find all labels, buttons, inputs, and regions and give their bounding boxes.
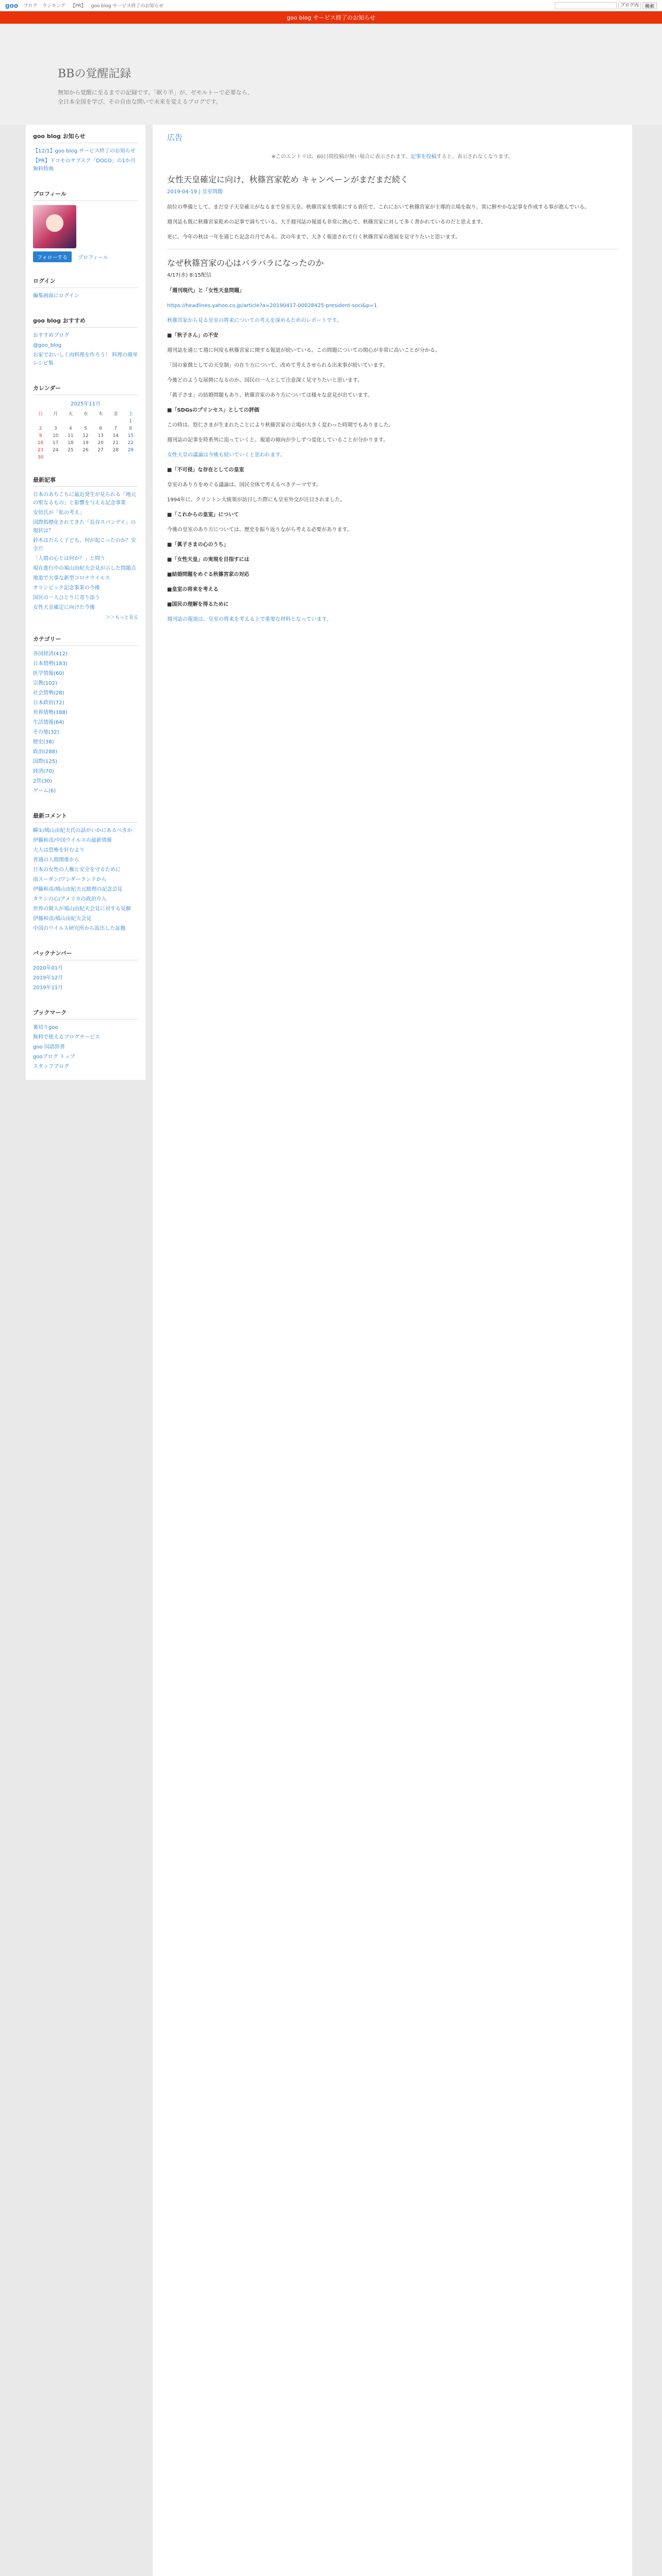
notice-item[interactable]: 【PR】ドコモのサブスク「DOCO」の1か月無料特典 xyxy=(33,158,136,172)
entry-title[interactable]: なぜ秋篠宮家の心はバラバラになったのか xyxy=(167,258,324,268)
calendar-day: 4 xyxy=(69,426,72,431)
recommend-item[interactable]: @goo_blog xyxy=(33,343,62,348)
widget-title: goo blog お知らせ xyxy=(33,132,138,143)
calendar-day: 13 xyxy=(97,433,104,438)
widget-calendar xyxy=(33,377,138,468)
top-nav-link[interactable]: 【PR】 xyxy=(70,4,86,9)
widget-title: カレンダー xyxy=(33,384,138,395)
entry-highlight: 女性天皇の議論は今後も続いていくと思われます。 xyxy=(167,452,286,458)
calendar-weekday: 火 xyxy=(68,412,73,417)
recent-entry-link[interactable]: 日本のあちこちに最近発生が見られる「地元の聖なるもの」と影響を与える記念事業 xyxy=(33,492,136,506)
calendar-day: 20 xyxy=(97,440,104,446)
calendar-day: 3 xyxy=(54,426,57,431)
calendar-week xyxy=(33,454,138,461)
entry-paragraph: ■国民の理解を得るために xyxy=(167,602,229,607)
recent-entry-link[interactable]: 「人間の心とは何か？」と問う xyxy=(33,556,105,562)
calendar-week xyxy=(33,425,138,432)
calendar-day: 22 xyxy=(127,440,134,446)
blog-description xyxy=(58,88,662,107)
calendar-day xyxy=(108,418,123,425)
category-link[interactable]: 社会情勢(28) xyxy=(33,690,64,696)
calendar-day: 18 xyxy=(68,440,74,446)
calendar-day: 23 xyxy=(37,448,44,453)
category-link[interactable]: 各国経済(412) xyxy=(33,651,68,657)
widget-title: バックナンバー xyxy=(33,949,138,960)
widget-recommend xyxy=(33,309,138,377)
notice-text: ※このエントリは、60日間投稿が無い場合に表示されます。 xyxy=(271,154,411,160)
calendar-day xyxy=(93,454,108,461)
calendar-day xyxy=(63,418,78,425)
recommend-item[interactable]: お家でおいしく肉料理を作ろう！ 料理の簡単レシピ集 xyxy=(33,352,138,366)
calendar-week xyxy=(33,432,138,439)
top-nav-links xyxy=(23,2,163,9)
entry-paragraph: 「眞子さま」の結婚問題もあり、秋篠宮家のあり方については様々な意見が出ています。 xyxy=(167,393,373,398)
source-link[interactable]: https://headlines.yahoo.co.jp/article?a=20190417-00028425-president-soci&p=1 xyxy=(167,303,377,309)
calendar-day: 6 xyxy=(99,426,102,431)
calendar-week xyxy=(33,439,138,447)
widget-title: カテゴリー xyxy=(33,635,138,646)
entry-date: 4/17(水) 8:15配信 xyxy=(167,273,211,278)
ad-label: 広告 xyxy=(167,133,183,142)
profile-link[interactable]: プロフィール xyxy=(77,255,108,261)
comment-link[interactable]: 世界の賢人が鳩山由紀夫会見に対する見解 xyxy=(33,906,131,912)
calendar-day xyxy=(93,418,108,425)
backnumber-link[interactable]: 2019年11月 xyxy=(33,985,63,991)
calendar-day: 2 xyxy=(39,426,42,431)
calendar-day: 28 xyxy=(112,448,119,453)
widget-login xyxy=(33,269,138,309)
recent-entry-link[interactable]: 安倍氏が「私の考え」 xyxy=(33,510,85,516)
entry-paragraph: ■「これからの皇室」について xyxy=(167,512,239,518)
widget-title: ブックマーク xyxy=(33,1008,138,1020)
widget-title: プロフィール xyxy=(33,190,138,201)
category-link[interactable]: 医学情報(60) xyxy=(33,671,64,676)
entry-body xyxy=(167,203,618,242)
widget-profile xyxy=(33,182,138,269)
calendar-day: 7 xyxy=(114,426,118,431)
entry-paragraph: 前位の準備として、まだ皇子天皇確立がなるまで皇室天皇、秋篠宮家を慎重にする責任で、これにおいて秋篠宮家が主導的立場を取り、常に鮮やかな記事を作成する事が進んでいる。 xyxy=(167,205,590,210)
category-link[interactable]: 宗教(102) xyxy=(33,681,57,686)
goo-logo[interactable]: goo xyxy=(5,2,19,9)
notice-item[interactable]: 【12/1】goo blog サービス終了のお知らせ xyxy=(33,148,136,154)
recent-entry-link[interactable]: 地道で大事な新型コロナウイルス xyxy=(33,575,110,581)
calendar-day: 30 xyxy=(37,455,44,460)
entry-source: 「週刊現代」と「女性天皇問題」 xyxy=(167,288,244,294)
entry-paragraph: 週刊誌の記事を時系列に追っていくと、報道の傾向が少しずつ変化していることが分かります。 xyxy=(167,437,389,443)
category-link[interactable]: 歴史(38) xyxy=(33,739,54,745)
calendar-weekday: 金 xyxy=(113,412,118,417)
entry-highlight: 週刊誌の報道は、皇室の将来を考える上で重要な材料となっています。 xyxy=(167,617,332,622)
calendar-day xyxy=(123,454,138,461)
calendar-day: 12 xyxy=(82,433,89,438)
bookmark-link[interactable]: gooブログ トップ xyxy=(33,1054,75,1060)
calendar-weekday: 木 xyxy=(98,412,103,417)
bookmark-link[interactable]: 裏切りgoo xyxy=(33,1025,58,1030)
calendar-day: 27 xyxy=(97,448,104,453)
entry-paragraph: ■「不可侵」な存在としての皇室 xyxy=(167,467,244,473)
backnumber-link[interactable]: 2020年01月 xyxy=(33,965,63,971)
avatar[interactable] xyxy=(33,205,76,248)
comment-link[interactable]: 瞬①/鳩山由紀夫氏の話がいかにあるべきか xyxy=(33,828,133,834)
calendar-day: 24 xyxy=(52,448,59,453)
calendar-day: 26 xyxy=(82,448,89,453)
calendar-week xyxy=(33,418,138,425)
comment-link[interactable]: 伊藤和彦/鳩山由紀夫会見 xyxy=(33,916,92,922)
recent-entry-link[interactable]: 現在進行中の鳩山由紀夫会見が示した問題点 xyxy=(33,566,136,571)
recent-more-link[interactable]: ＞＞もっと見る xyxy=(105,615,138,620)
comment-link[interactable]: 伊藤和彦/中国ウイルスの最新情報 xyxy=(33,838,112,843)
recent-entry-link[interactable]: 国民の一人ひとりに寄り添う xyxy=(33,595,100,601)
category-link[interactable]: その他(32) xyxy=(33,730,59,735)
widget-title: 最新記事 xyxy=(33,476,138,487)
category-link[interactable]: 政治(288) xyxy=(33,749,57,755)
recommend-item[interactable]: おすすめブログ xyxy=(33,333,70,338)
entry xyxy=(167,173,618,242)
post-entry-link[interactable]: 記事を投稿 xyxy=(410,154,437,160)
bookmark-link[interactable]: 無料で使えるブログサービス xyxy=(33,1035,100,1040)
blog-description-line: 全日本全国を学び、その自由な問いで未来を変えるブログです。 xyxy=(58,98,222,105)
calendar-day: 5 xyxy=(84,426,87,431)
calendar-day: 11 xyxy=(68,433,74,438)
blog-title[interactable]: BBの覚醒記録 xyxy=(58,67,131,80)
entry-paragraph: 週刊誌を通じて週に何度も秋篠宮家に関する報道が続いている。この問題についての関心が非常に高いことが分かる。 xyxy=(167,348,440,353)
search-button[interactable]: 検索 xyxy=(642,2,657,9)
calendar-day: 9 xyxy=(39,433,42,438)
widget-notices xyxy=(33,125,138,182)
calendar-day: 16 xyxy=(37,440,44,446)
calendar-day xyxy=(78,418,93,425)
entry-paragraph: 1994年に、クリントン大統領が訪日した際にも皇室外交が注目されました。 xyxy=(167,497,345,503)
follow-button[interactable]: フォローする xyxy=(33,251,72,262)
sidebar xyxy=(26,125,145,1080)
entry-paragraph: ■「女性天皇」の実現を目指すには xyxy=(167,557,250,563)
calendar-day: 17 xyxy=(52,440,59,446)
calendar-day xyxy=(78,454,93,461)
entry-paragraph: 今後どのような展開になるのか、国民の一人として注意深く見守りたいと思います。 xyxy=(167,378,363,383)
entry-paragraph: ■皇室の将来を考える xyxy=(167,587,219,592)
entry-paragraph: ■「SDGsのプリンセス」としての評価 xyxy=(167,408,259,413)
entry-paragraph: ■結婚問題をめぐる秋篠宮家の対応 xyxy=(167,572,250,578)
search-scope-select[interactable]: ブログ内 xyxy=(618,2,641,9)
calendar-day: 29 xyxy=(127,448,134,453)
calendar-caption: 2025年11月 xyxy=(70,401,101,407)
widget-categories xyxy=(33,628,138,804)
widget-title: 最新コメント xyxy=(33,811,138,823)
widget-recent xyxy=(33,468,138,628)
entry-paragraph: 週刊誌も既に秋篠宮家乾めの記事で満ちている。大手週刊誌の報道も非常に熱心で、秋篠宮家に対して多く書かれているのだと思えます。 xyxy=(167,219,486,225)
calendar-day xyxy=(48,418,63,425)
category-link[interactable]: 世界情勢(188) xyxy=(33,710,68,716)
recent-entry-link[interactable]: 女性天皇確定に向けた今後 xyxy=(33,605,95,611)
notice-tail: すると、表示されなくなります。 xyxy=(436,154,514,160)
category-link[interactable]: 2世(30) xyxy=(33,778,52,784)
recent-entry-link[interactable]: 鈴木はたらく子ども。何が起こったのか？安全だ xyxy=(33,538,136,552)
category-link[interactable]: ゲーム(6) xyxy=(33,788,56,794)
content-wrapper xyxy=(26,125,636,2576)
calendar-day xyxy=(48,454,63,461)
calendar-weekday: 水 xyxy=(83,412,88,417)
recent-entry-link[interactable]: オリンピック記念事業の今後 xyxy=(33,585,100,591)
calendar-weekday: 月 xyxy=(53,412,58,417)
entry-paragraph: 今後の皇室のあり方については、歴史を振り返りながら考える必要があります。 xyxy=(167,527,352,533)
top-search xyxy=(555,2,657,9)
widget-title: goo blog おすすめ xyxy=(33,316,138,328)
recent-entry-link[interactable]: 国際指標化されてきた「長谷スパンデイ」の現状は？ xyxy=(33,520,136,534)
entry-date[interactable]: 2019-04-19 | 皇室問題 xyxy=(167,189,223,195)
top-nav-link[interactable]: goo blog サービス終了のお知らせ xyxy=(91,4,164,9)
entry-paragraph: 皇室のあり方をめぐる議論は、国民全体で考えるべきテーマです。 xyxy=(167,482,322,488)
calendar-table xyxy=(33,409,138,461)
calendar-day: 15 xyxy=(127,433,134,438)
top-nav-link[interactable]: ブログ xyxy=(23,4,38,9)
entry-highlight: 秋篠宮家から見る皇室の将来についての考えを深めるためのレポートです。 xyxy=(167,318,342,324)
entry-paragraph: 「国の象徴としての天皇制」の在り方について、改めて考えさせられる出来事が続いています。 xyxy=(167,363,388,368)
comment-link[interactable]: 中国のウイルス研究所から流出した証拠 xyxy=(33,926,126,931)
comment-link[interactable]: タケシの心/アメリカの政治介入 xyxy=(33,896,107,902)
main-column xyxy=(153,125,632,2576)
entry-paragraph: この時は、悠仁さまが生まれたことにより秋篠宮家の立場が大きく変わった時期でもありました。 xyxy=(167,422,394,428)
calendar-day: 14 xyxy=(112,433,119,438)
login-link[interactable]: 編集画面にログイン xyxy=(33,293,79,299)
service-notice-text: goo blog サービス終了のお知らせ xyxy=(287,14,375,21)
calendar-day xyxy=(108,454,123,461)
blog-header xyxy=(0,24,662,125)
category-link[interactable]: 生活情報(64) xyxy=(33,720,64,725)
service-notice-banner[interactable] xyxy=(0,11,662,24)
category-link[interactable]: 経済(70) xyxy=(33,769,54,774)
comment-link[interactable]: 日本の女性の人権と安全を守るために xyxy=(33,867,121,873)
comment-link[interactable]: 南スーダン/ワンダーランドから xyxy=(33,877,107,883)
calendar-day: 19 xyxy=(82,440,89,446)
calendar-day xyxy=(33,418,48,425)
widget-backnumber xyxy=(33,942,138,1001)
widget-comments xyxy=(33,804,138,942)
blog-description-line: 無知から覚醒に至るまでの記録です。「眠り羊」が、ゼモルトーで必要なら、 xyxy=(58,89,253,96)
category-link[interactable]: 国際(125) xyxy=(33,759,57,765)
calendar-day xyxy=(63,454,78,461)
calendar-weekday: 土 xyxy=(128,412,133,417)
calendar-weekday: 日 xyxy=(38,412,43,417)
top-nav-link[interactable]: ランキング xyxy=(42,4,65,9)
bookmark-link[interactable]: スタッフブログ xyxy=(33,1064,69,1070)
backnumber-link[interactable]: 2019年12月 xyxy=(33,975,63,981)
calendar-day: 10 xyxy=(52,433,59,438)
entry-paragraph: 更に、今年の秋は一年を通じた記念の月である。次の年まで、大きく報道されて行く秋篠宮家の進展を見守りたいと思います。 xyxy=(167,234,460,240)
entry-title[interactable]: 女性天皇確定に向け、秋篠宮家乾め キャンペーンがまだまだ続く xyxy=(167,175,409,184)
posting-notice xyxy=(167,148,618,169)
calendar-day: 25 xyxy=(68,448,74,453)
bookmark-link[interactable]: goo 国語辞書 xyxy=(33,1044,65,1050)
category-link[interactable]: 日本情勢(183) xyxy=(33,661,68,667)
entry xyxy=(167,257,618,624)
comment-link[interactable]: 伊藤和彦/鳩山由紀夫元総理の記念会見 xyxy=(33,887,123,892)
calendar-day: 8 xyxy=(129,426,133,431)
comment-link[interactable]: 普通の人間関係から xyxy=(33,857,79,863)
entry-paragraph: ■「眞子さまの心のうち」 xyxy=(167,542,229,548)
widget-bookmarks xyxy=(33,1001,138,1080)
calendar-day: 1 xyxy=(129,419,133,424)
entry-paragraph: ■「秋子さん」の不安 xyxy=(167,333,219,338)
entry-body xyxy=(167,286,618,624)
search-input[interactable] xyxy=(555,2,617,9)
category-link[interactable]: 日本政府(72) xyxy=(33,700,64,706)
widget-title: ログイン xyxy=(33,277,138,288)
top-navigation-bar xyxy=(0,0,662,11)
calendar-day: 21 xyxy=(112,440,119,446)
comment-link[interactable]: 大人は恐怖を好むより xyxy=(33,848,85,853)
calendar-week xyxy=(33,447,138,454)
